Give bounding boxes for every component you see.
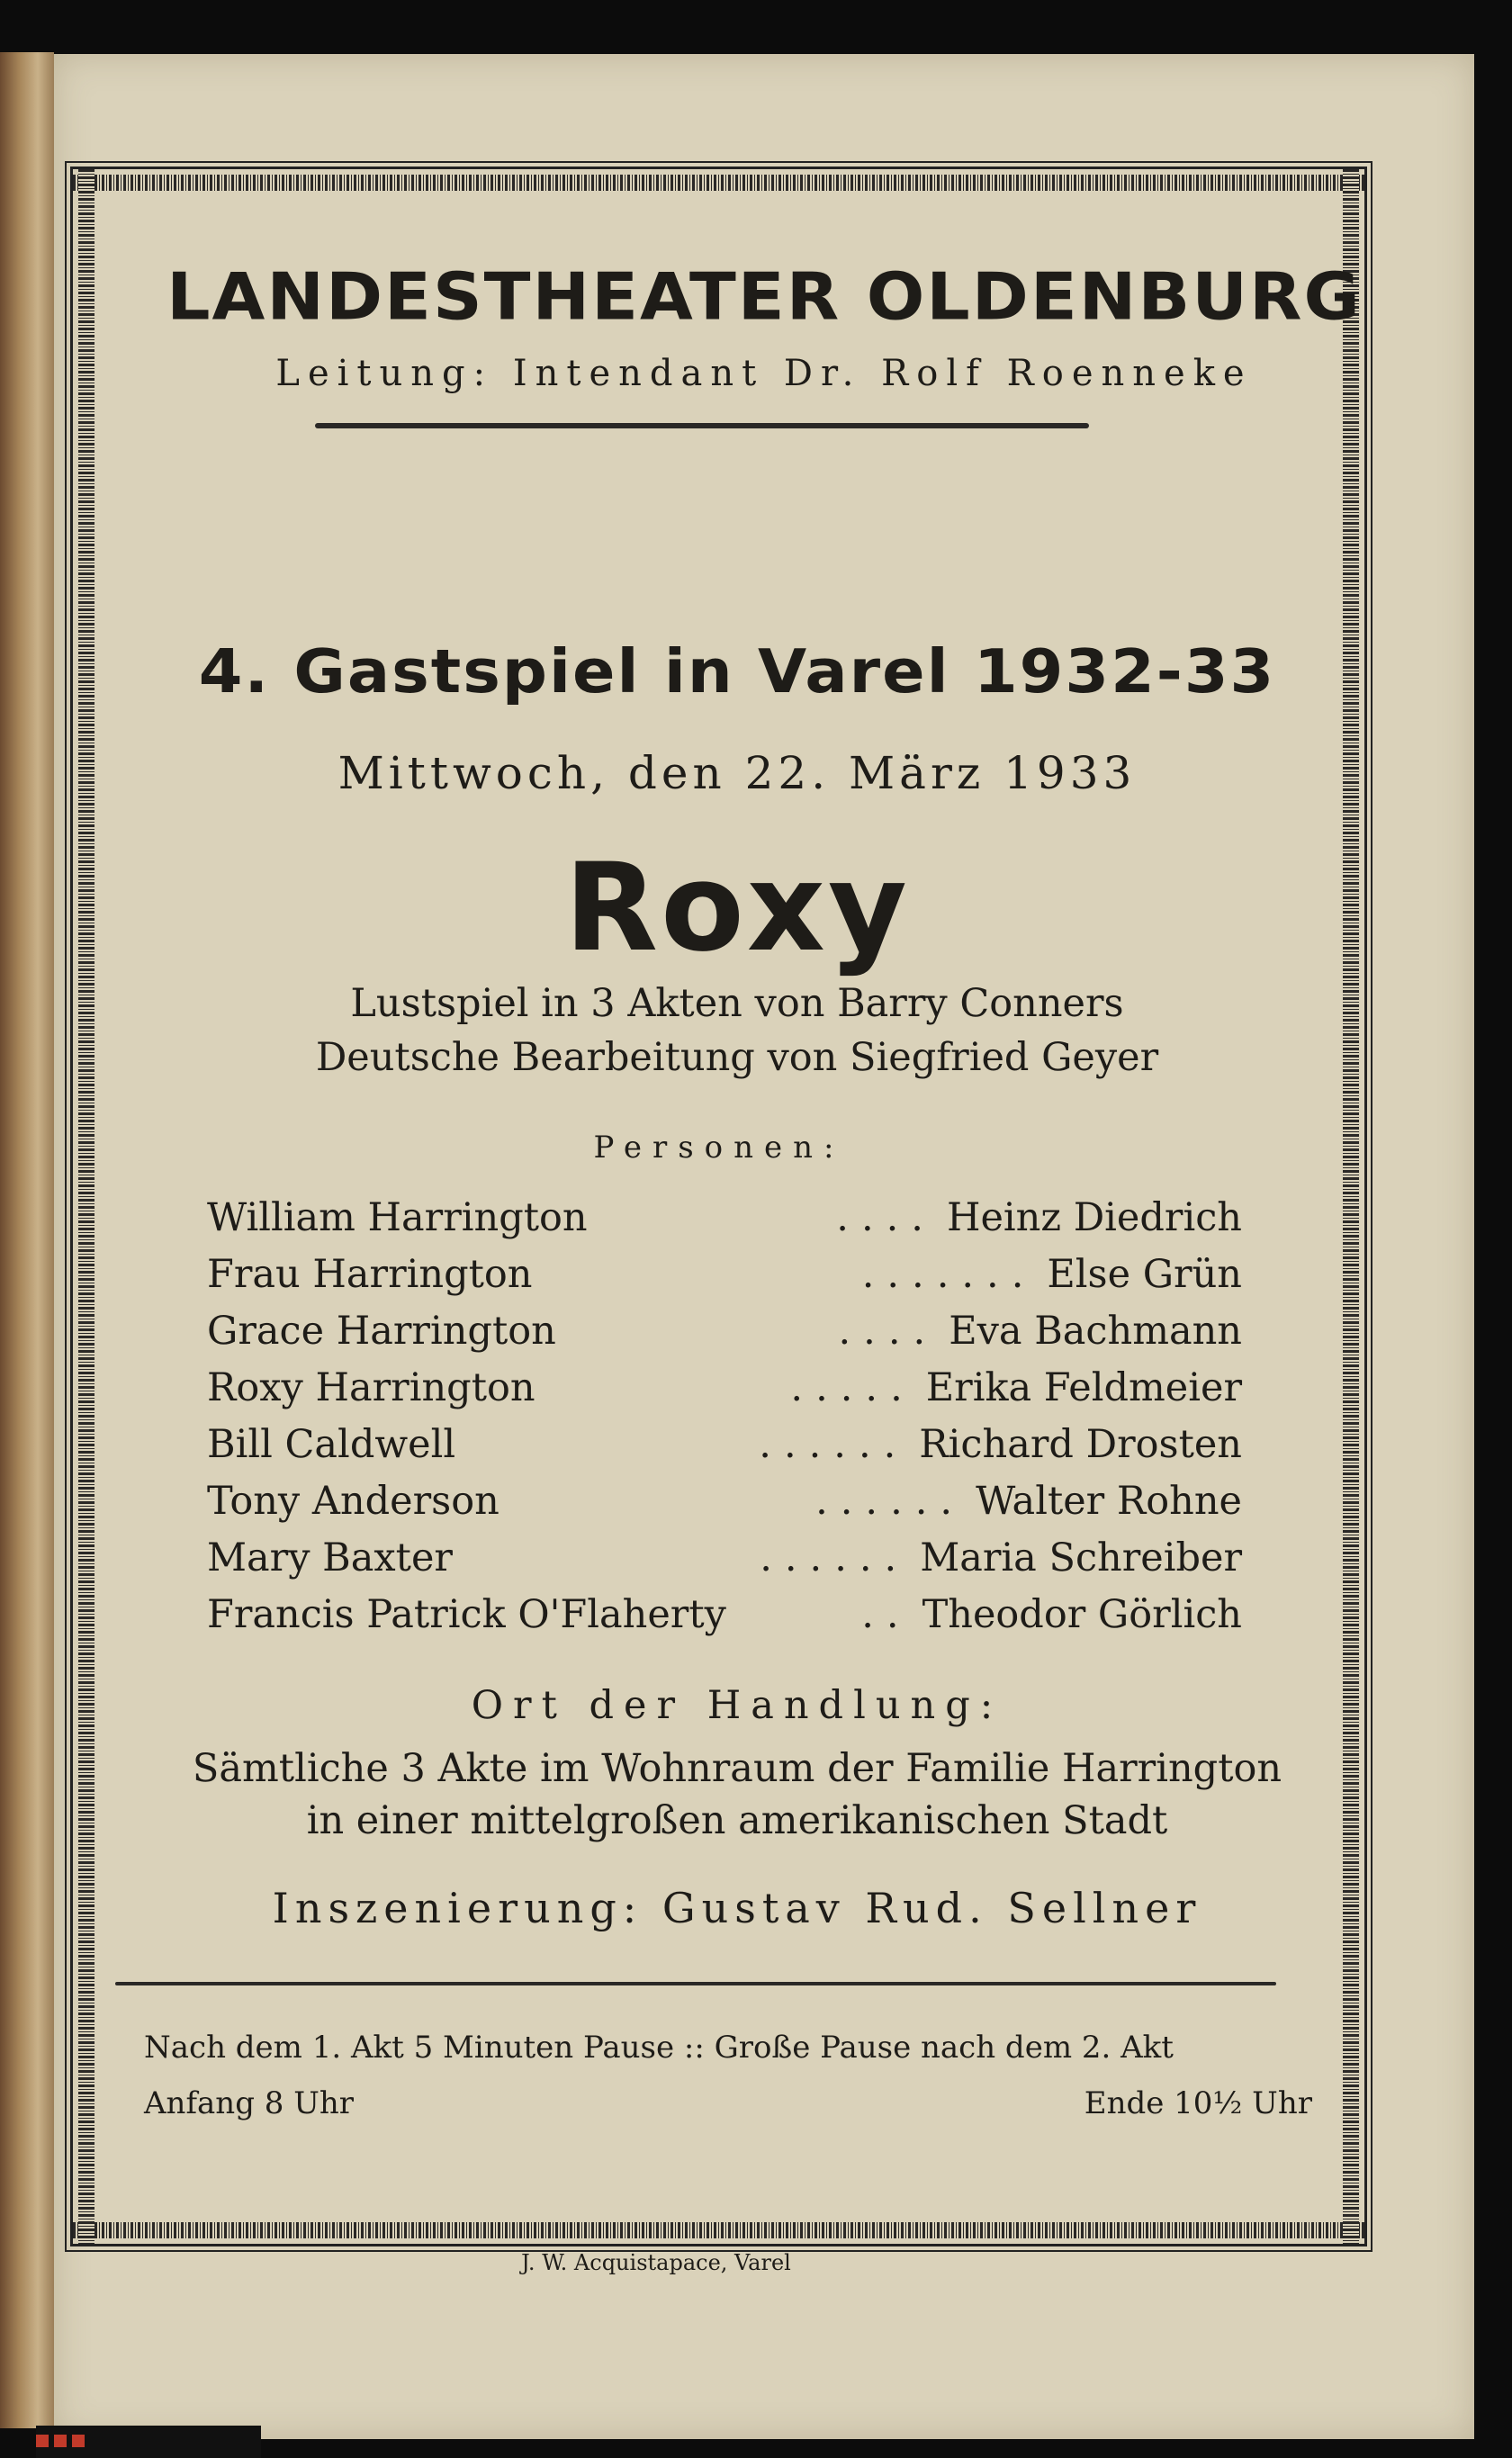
role-name: Roxy Harrington [207, 1365, 536, 1410]
cast-row: Mary Baxter ...... Maria Schreiber [207, 1535, 1242, 1580]
staging-credit: Inszenierung: Gustav Rud. Sellner [272, 1884, 1202, 1932]
cast-row: William Harrington .... Heinz Diedrich [207, 1195, 1242, 1240]
direction-line: Leitung: Intendant Dr. Rolf Roenneke [275, 353, 1253, 394]
border-band-left [78, 169, 94, 2244]
translation-credit: Deutsche Bearbeitung von Siegfried Geyer [315, 1035, 1159, 1080]
play-title: Roxy [564, 837, 910, 978]
actor-name: Else Grün [1047, 1252, 1242, 1297]
printer-credit: J. W. Acquistapace, Varel [521, 2250, 791, 2275]
setting-line: in einer mittelgroßen amerikanischen Stadt [306, 1798, 1168, 1843]
performance-date: Mittwoch, den 22. März 1933 [338, 747, 1137, 799]
pause-info: Nach dem 1. Akt 5 Minuten Pause :: Große Pause nach dem 2. Akt [144, 2030, 1174, 2066]
border-band-right [1343, 169, 1359, 2244]
play-subtitle: Lustspiel in 3 Akten von Barry Conners [350, 981, 1124, 1026]
role-name: Grace Harrington [207, 1309, 556, 1354]
border-band-top [73, 175, 1364, 191]
actor-name: Maria Schreiber [920, 1535, 1242, 1580]
start-time: Anfang 8 Uhr [144, 2085, 355, 2121]
cast-row: Roxy Harrington ..... Erika Feldmeier [207, 1365, 1242, 1410]
role-name: Mary Baxter [207, 1535, 453, 1580]
title-rule [315, 423, 1089, 428]
book-spine [0, 52, 54, 2428]
role-name: Frau Harrington [207, 1252, 533, 1297]
cast-row: Bill Caldwell ...... Richard Drosten [207, 1422, 1242, 1467]
spine-color-marks [36, 2426, 261, 2458]
role-name: Tony Anderson [207, 1479, 500, 1524]
actor-name: Theodor Görlich [922, 1592, 1242, 1637]
actor-name: Eva Bachmann [949, 1309, 1242, 1354]
actor-name: Richard Drosten [919, 1422, 1242, 1467]
role-name: William Harrington [207, 1195, 588, 1240]
cast-row: Frau Harrington ....... Else Grün [207, 1252, 1242, 1297]
end-time: Ende 10½ Uhr [1084, 2085, 1312, 2121]
actor-name: Heinz Diedrich [946, 1195, 1242, 1240]
setting-heading: Ort der Handlung: [471, 1683, 1004, 1728]
border-band-bottom [73, 2222, 1364, 2238]
footer-rule [115, 1982, 1276, 1985]
cast-row: Tony Anderson ...... Walter Rohne [207, 1479, 1242, 1524]
guest-performance-headline: 4. Gastspiel in Varel 1932-33 [198, 636, 1276, 707]
actor-name: Erika Feldmeier [925, 1365, 1242, 1410]
actor-name: Walter Rohne [976, 1479, 1242, 1524]
role-name: Bill Caldwell [207, 1422, 456, 1467]
setting-line: Sämtliche 3 Akte im Wohnraum der Familie Harrington [192, 1746, 1282, 1791]
role-name: Francis Patrick O'Flaherty [207, 1592, 726, 1637]
cast-row: Grace Harrington .... Eva Bachmann [207, 1309, 1242, 1354]
cast-row: Francis Patrick O'Flaherty .. Theodor Görlich [207, 1592, 1242, 1637]
theatre-name: LANDESTHEATER OLDENBURG [166, 258, 1362, 335]
program-page [54, 54, 1474, 2439]
cast-heading: Personen: [593, 1130, 845, 1166]
